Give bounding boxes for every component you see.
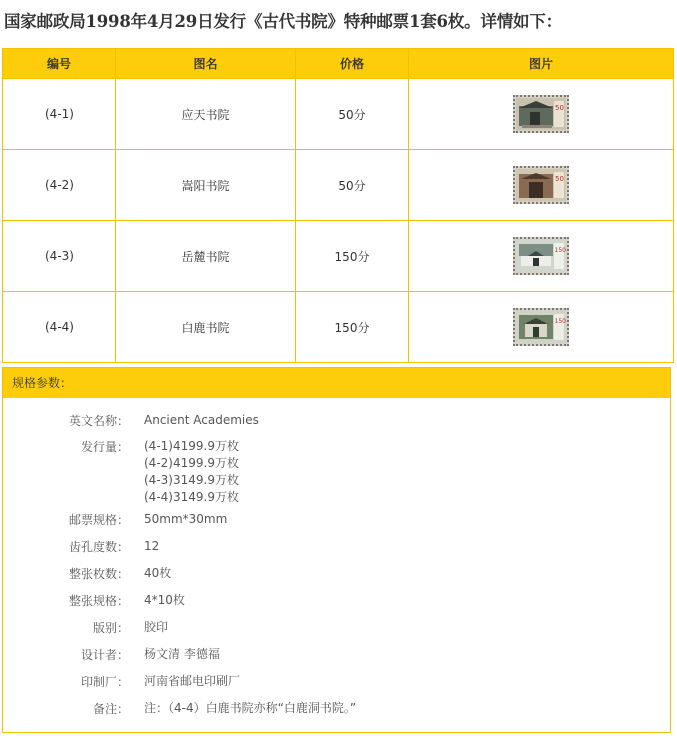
table-row — [3, 79, 674, 150]
spec-label: 备注： — [92, 702, 129, 716]
stamp-denomination: 150 — [554, 318, 566, 325]
header-name: 图名 — [116, 49, 296, 79]
spec-value: 12 — [144, 539, 160, 553]
spec-label: 英文名称： — [68, 414, 129, 428]
stamp-name: 应天书院 — [116, 79, 296, 150]
spec-label: 发行量： — [80, 440, 129, 454]
stamp-image-cell — [409, 150, 674, 221]
stamp-number: (4-4) — [3, 292, 116, 363]
spec-value: 杨文清 李德福 — [144, 647, 220, 661]
stamp-table — [2, 48, 674, 363]
spec-label: 设计者： — [80, 648, 129, 662]
spec-value-line: (4-3)3149.9万枚 — [144, 473, 239, 487]
table-row — [3, 292, 674, 363]
stamp-number: (4-3) — [3, 221, 116, 292]
spec-label: 邮票规格： — [68, 513, 129, 527]
spec-panel — [2, 367, 671, 733]
stamp-image-cell — [409, 221, 674, 292]
spec-label: 齿孔度数： — [68, 540, 129, 554]
spec-label: 整张枚数： — [68, 567, 129, 581]
stamp-artwork-icon — [516, 169, 566, 201]
spec-value: 40枚 — [144, 566, 172, 580]
table-row — [3, 221, 674, 292]
spec-label: 整张规格： — [68, 594, 129, 608]
spec-title: 规格参数： — [3, 368, 670, 398]
table-row — [3, 150, 674, 221]
stamp-name: 岳麓书院 — [116, 221, 296, 292]
spec-value: 胶印 — [144, 620, 169, 634]
header-image: 图片 — [409, 49, 674, 79]
page-heading: 国家邮政局1998年4月29日发行《古代书院》特种邮票1套6枚。详情如下： — [4, 12, 562, 31]
stamp-price: 50分 — [296, 79, 409, 150]
stamp-denomination: 50 — [555, 104, 564, 112]
stamp-image[interactable] — [513, 237, 569, 275]
stamp-price: 150分 — [296, 292, 409, 363]
stamp-image[interactable] — [513, 95, 569, 133]
spec-value: 50mm*30mm — [144, 512, 228, 526]
stamp-price: 50分 — [296, 150, 409, 221]
header-number: 编号 — [3, 49, 116, 79]
spec-value-line: (4-1)4199.9万枚 — [144, 439, 239, 453]
spec-value-line: (4-2)4199.9万枚 — [144, 456, 239, 470]
stamp-image-cell — [409, 79, 674, 150]
stamp-image[interactable] — [513, 166, 569, 204]
header-price: 价格 — [296, 49, 409, 79]
stamp-name: 白鹿书院 — [116, 292, 296, 363]
stamp-denomination: 50 — [555, 175, 564, 183]
stamp-price: 150分 — [296, 221, 409, 292]
spec-label: 印制厂： — [80, 675, 129, 689]
stamp-number: (4-1) — [3, 79, 116, 150]
spec-value: 4*10枚 — [144, 593, 185, 607]
spec-label: 版别： — [92, 621, 129, 635]
stamp-number: (4-2) — [3, 150, 116, 221]
stamp-image[interactable] — [513, 308, 569, 346]
table-header-row — [3, 49, 674, 79]
stamp-image-cell — [409, 292, 674, 363]
stamp-artwork-icon — [516, 98, 566, 130]
spec-value: Ancient Academies — [144, 413, 259, 427]
stamp-denomination: 150 — [554, 247, 566, 254]
spec-value: 河南省邮电印刷厂 — [144, 674, 241, 688]
stamp-artwork-icon — [516, 311, 566, 343]
stamp-name: 嵩阳书院 — [116, 150, 296, 221]
stamp-artwork-icon — [516, 240, 566, 272]
spec-value: 注：（4-4）白鹿书院亦称“白鹿洞书院。” — [144, 701, 357, 715]
spec-value-line: (4-4)3149.9万枚 — [144, 490, 239, 504]
